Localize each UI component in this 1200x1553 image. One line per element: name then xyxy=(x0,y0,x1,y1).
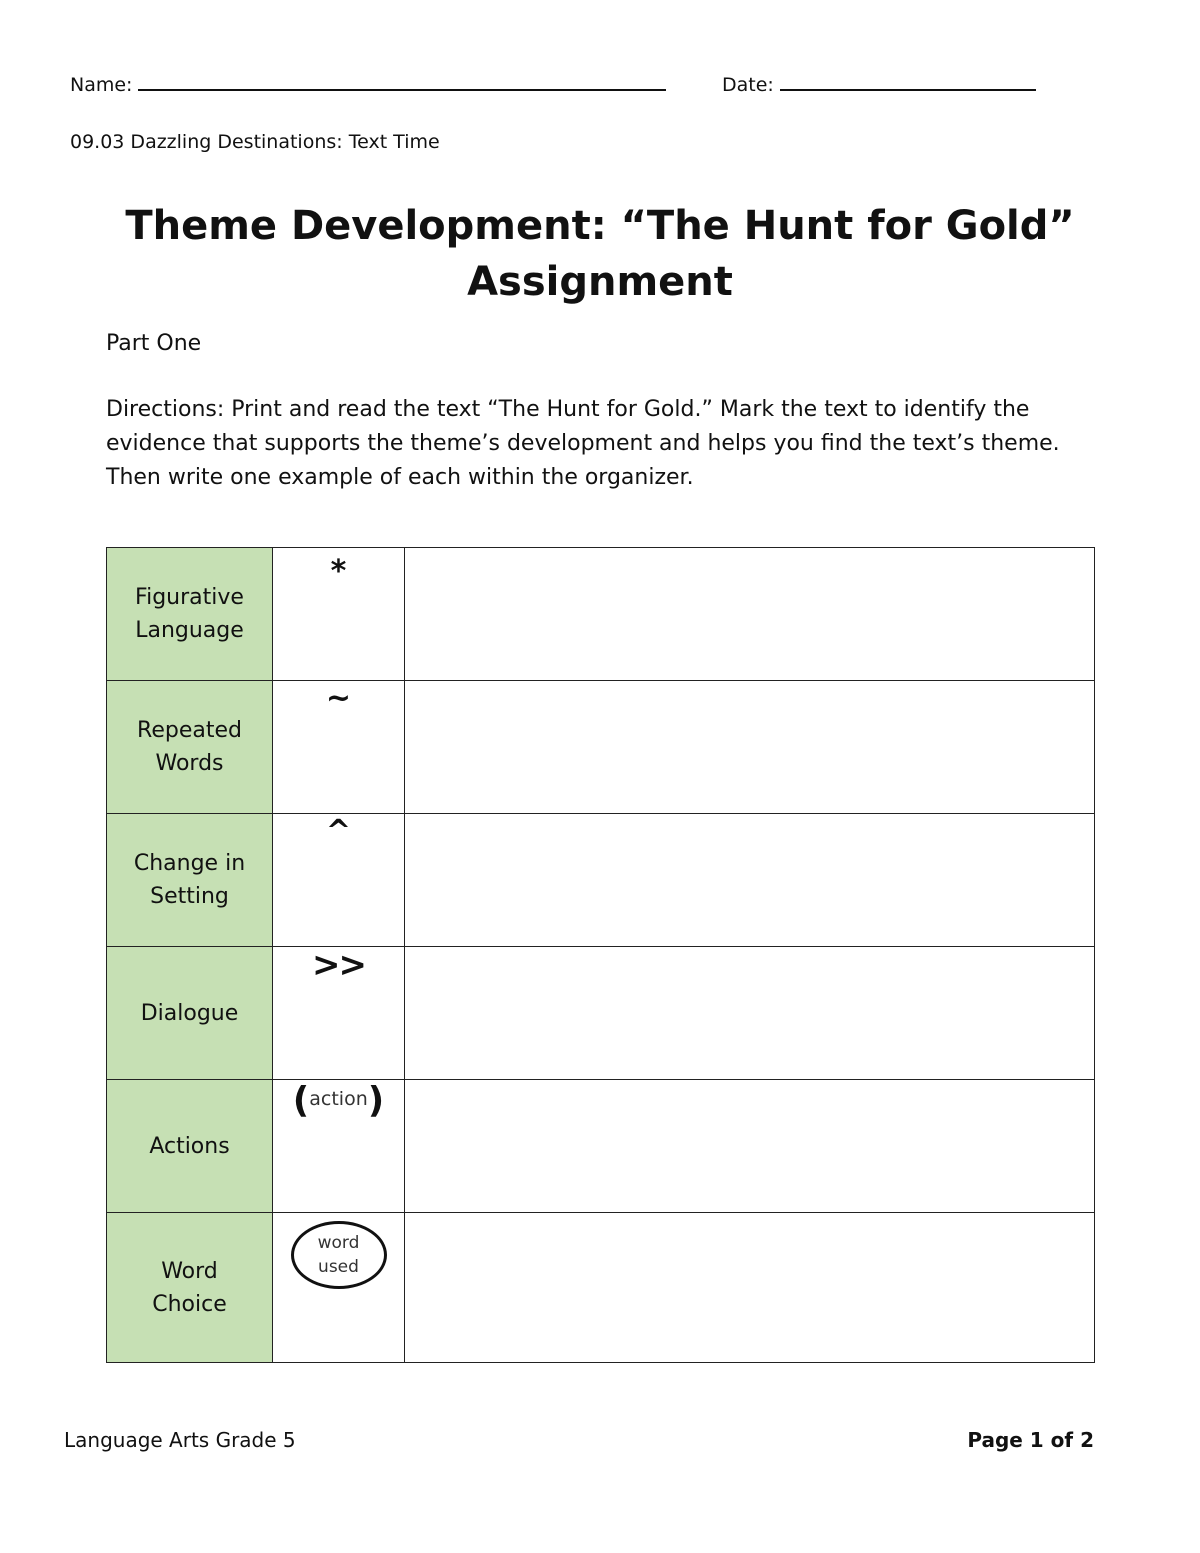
name-blank-line[interactable] xyxy=(138,75,666,91)
date-label: Date: xyxy=(722,74,774,96)
symbol-cell xyxy=(273,681,405,814)
symbol-cell xyxy=(273,814,405,947)
organizer-row-word-choice xyxy=(107,1213,1095,1363)
page-title xyxy=(0,198,1200,310)
answer-cell-change-in-setting[interactable] xyxy=(405,814,1095,947)
tilde-symbol: ~ xyxy=(325,681,352,716)
symbol-cell xyxy=(273,548,405,681)
organizer-row-dialogue xyxy=(107,947,1095,1080)
date-blank-line[interactable] xyxy=(780,75,1036,91)
row-label: Dialogue xyxy=(107,947,273,1080)
row-label: Change in Setting xyxy=(107,814,273,947)
name-label: Name: xyxy=(70,74,133,96)
caret-symbol: ^ xyxy=(325,814,352,849)
row-label: Repeated Words xyxy=(107,681,273,814)
lesson-title: 09.03 Dazzling Destinations: Text Time xyxy=(70,131,440,153)
asterisk-symbol: * xyxy=(330,554,347,589)
symbol-cell xyxy=(273,1213,405,1363)
graphic-organizer xyxy=(106,547,1095,1363)
date-field[interactable] xyxy=(722,74,1036,96)
footer-page-number: Page 1 of 2 xyxy=(967,1428,1094,1452)
answer-cell-repeated-words[interactable] xyxy=(405,681,1095,814)
double-arrow-symbol: >> xyxy=(312,945,365,985)
row-label: Word Choice xyxy=(107,1213,273,1363)
title-line-1: Theme Development: “The Hunt for Gold” xyxy=(125,203,1075,249)
answer-cell-word-choice[interactable] xyxy=(405,1213,1095,1363)
footer-course: Language Arts Grade 5 xyxy=(64,1428,296,1452)
symbol-cell xyxy=(273,947,405,1080)
organizer-row-change-in-setting xyxy=(107,814,1095,947)
action-symbol-text: action xyxy=(309,1088,368,1110)
name-field[interactable] xyxy=(70,74,666,96)
answer-cell-actions[interactable] xyxy=(405,1080,1095,1213)
close-parenthesis-symbol: ) xyxy=(367,1080,385,1121)
organizer-row-figurative-language xyxy=(107,548,1095,681)
circled-word-symbol: word used xyxy=(291,1221,387,1289)
answer-cell-figurative-language[interactable] xyxy=(405,548,1095,681)
symbol-cell xyxy=(273,1080,405,1213)
organizer-row-actions xyxy=(107,1080,1095,1213)
title-line-2: Assignment xyxy=(467,259,733,305)
organizer-row-repeated-words xyxy=(107,681,1095,814)
row-label: Actions xyxy=(107,1080,273,1213)
part-heading: Part One xyxy=(106,331,202,356)
row-label: Figurative Language xyxy=(107,548,273,681)
answer-cell-dialogue[interactable] xyxy=(405,947,1095,1080)
open-parenthesis-symbol: ( xyxy=(292,1080,310,1121)
directions-text: Directions: Print and read the text “The Hunt for Gold.” Mark the text to identify the evidence that supports the theme’s development and helps you find the text’s theme. Then write one example of each within the organizer. xyxy=(106,397,1060,490)
